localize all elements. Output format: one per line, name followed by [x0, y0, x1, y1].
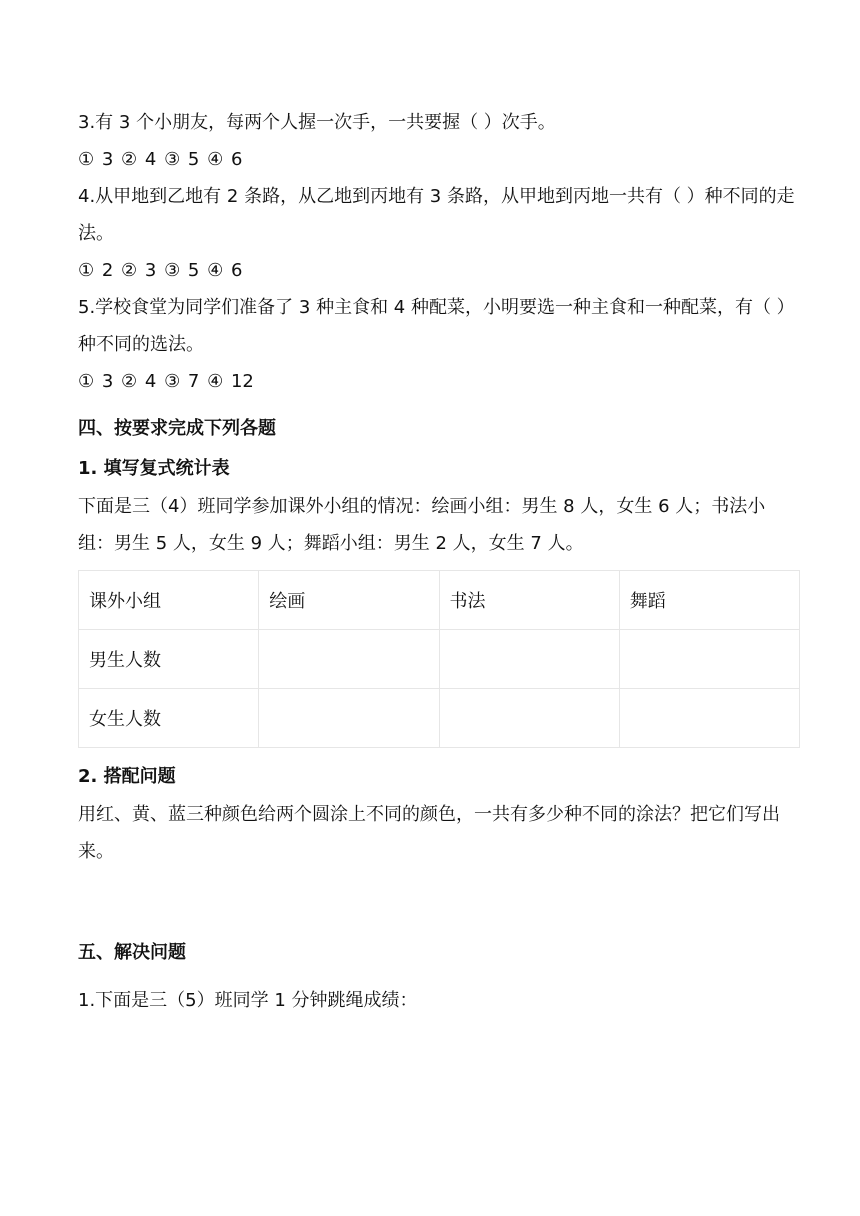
table-row-label: 女生人数 [79, 689, 259, 748]
answer-space [78, 870, 800, 928]
table-header-cell: 课外小组 [79, 571, 259, 630]
table-cell[interactable] [439, 630, 619, 689]
table-header-row [79, 571, 800, 630]
part-2-description: 用红、黄、蓝三种颜色给两个圆涂上不同的颜色，一共有多少种不同的涂法？把它们写出来。 [78, 804, 780, 862]
part-1-description: 下面是三（4）班同学参加课外小组的情况：绘画小组：男生 8 人，女生 6 人；书法小组：男生 5 人，女生 9 人；舞蹈小组：男生 2 人，女生 7 人。 [78, 496, 766, 554]
question-5-options: ① 3 ② 4 ③ 7 ④ 12 [78, 371, 254, 392]
table-header-cell: 书法 [439, 571, 619, 630]
question-4-options: ① 2 ② 3 ③ 5 ④ 6 [78, 260, 243, 281]
table-row [79, 689, 800, 748]
table-cell[interactable] [259, 689, 439, 748]
question-4-text: 4.从甲地到乙地有 2 条路，从乙地到丙地有 3 条路，从甲地到丙地一共有（ ）种不同的走法。 [78, 186, 795, 244]
table-header-cell: 绘画 [259, 571, 439, 630]
question-5-text: 5.学校食堂为同学们准备了 3 种主食和 4 种配菜，小明要选一种主食和一种配菜，有（ ）种不同的选法。 [78, 297, 795, 355]
section-5-title: 五、解决问题 [78, 942, 186, 963]
section-5-question-1: 1.下面是三（5）班同学 1 分钟跳绳成绩： [78, 990, 418, 1011]
table-cell[interactable] [619, 630, 799, 689]
table-cell[interactable] [439, 689, 619, 748]
part-2-title: 2. 搭配问题 [78, 766, 176, 787]
table-row [79, 630, 800, 689]
section-4-title: 四、按要求完成下列各题 [78, 418, 276, 439]
stats-table [78, 570, 800, 748]
document-page [78, 104, 800, 1019]
table-cell[interactable] [259, 630, 439, 689]
table-header-cell: 舞蹈 [619, 571, 799, 630]
question-3-options: ① 3 ② 4 ③ 5 ④ 6 [78, 149, 243, 170]
table-cell[interactable] [619, 689, 799, 748]
question-3-text: 3.有 3 个小朋友，每两个人握一次手，一共要握（ ）次手。 [78, 112, 556, 133]
table-row-label: 男生人数 [79, 630, 259, 689]
part-1-title: 1. 填写复式统计表 [78, 458, 230, 479]
